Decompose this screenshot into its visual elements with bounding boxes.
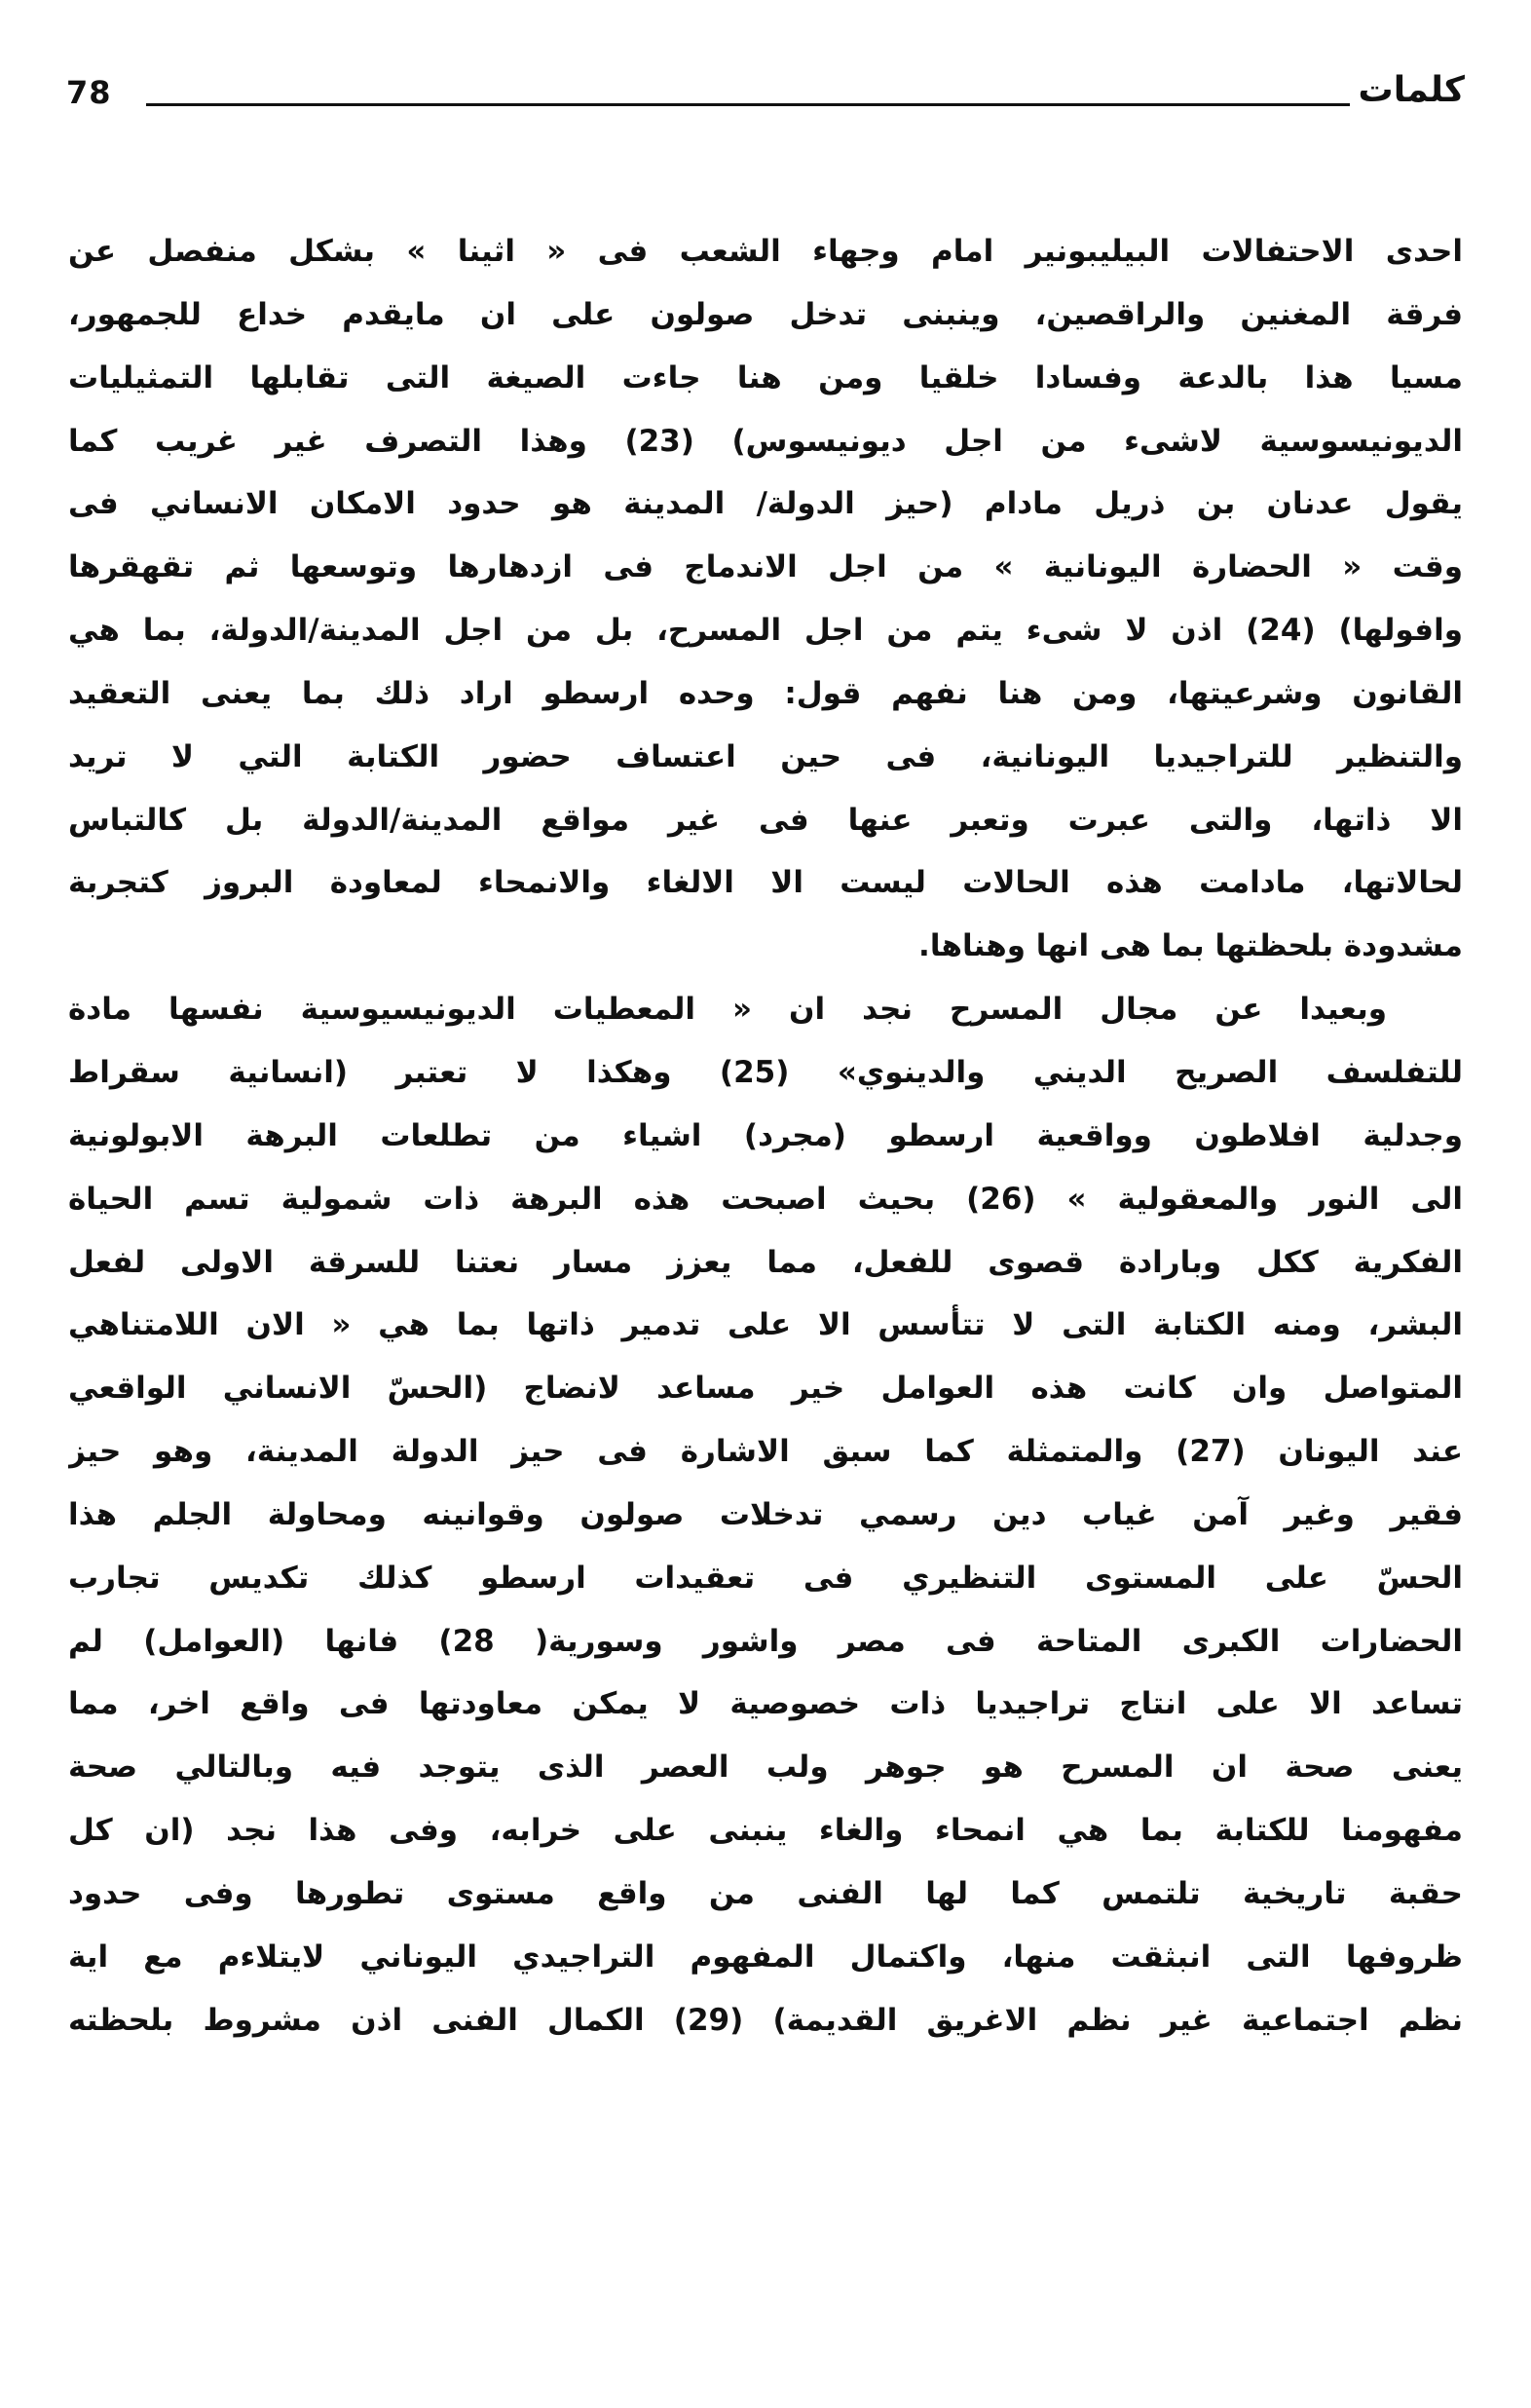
text-line: الحسّ على المستوى التنظيري فى تعقيدات ارسطو كذلك تكديس تجارب bbox=[68, 1560, 1463, 1596]
text-line: يقول عدنان بن ذريل مادام (حيز الدولة/ المدينة هو حدود الامكان الانساني فى bbox=[68, 486, 1463, 522]
text-line: لحالاتها، مادامت هذه الحالات ليست الا الالغاء والانمحاء لمعاودة البروز كتجربة bbox=[68, 865, 1463, 901]
text-line: فرقة المغنين والراقصين، وينبنى تدخل صولون على ان مايقدم خداع للجمهور، bbox=[68, 296, 1463, 332]
text-line: للتفلسف الصريح الديني والدينوي» (25) وهكذا لا تعتبر (انسانية سقراط bbox=[68, 1054, 1463, 1090]
paragraph-first-line: وبعيدا عن مجال المسرح نجد ان « المعطيات الديونيسيوسية نفسها مادة bbox=[68, 992, 1387, 1028]
text-line: المتواصل وان كانت هذه العوامل خير مساعد لانضاج (الحسّ الانساني الواقعي bbox=[68, 1371, 1463, 1407]
body-text bbox=[68, 220, 1463, 2051]
running-title: كلمات bbox=[1358, 70, 1465, 110]
text-line: الى النور والمعقولية » (26) بحيث اصبحت هذه البرهة ذات شمولية تسم الحياة bbox=[68, 1181, 1463, 1217]
text-line: وافولها) (24) اذن لا شىء يتم من اجل المسرح، بل من اجل المدينة/الدولة، بما هي bbox=[68, 613, 1463, 649]
text-line: فقير وغير آمن غياب دين رسمي تدخلات صولون وقوانينه ومحاولة الجلم هذا bbox=[68, 1496, 1463, 1532]
text-line: يعنى صحة ان المسرح هو جوهر ولب العصر الذى يتوجد فيه وبالتالي صحة bbox=[68, 1750, 1463, 1786]
text-line: عند اليونان (27) والمتمثلة كما سبق الاشارة فى حيز الدولة المدينة، وهو حيز bbox=[68, 1434, 1463, 1470]
text-line: ظروفها التى انبثقت منها، واكتمال المفهوم التراجيدي اليوناني لايتلاءم مع اية bbox=[68, 1938, 1463, 1975]
text-line: الحضارات الكبرى المتاحة فى مصر واشور وسورية( 28) فانها (العوامل) لم bbox=[68, 1623, 1463, 1659]
text-line: القانون وشرعيتها، ومن هنا نفهم قول: وحده ارسطو اراد ذلك بما يعنى التعقيد bbox=[68, 675, 1463, 711]
text-line: الا ذاتها، والتى عبرت وتعبر عنها فى غير مواقع المدينة/الدولة بل كالتباس bbox=[68, 802, 1463, 838]
header-rule bbox=[146, 103, 1350, 106]
text-line: الديونيسوسية لاشىء من اجل ديونيسوس) (23) وهذا التصرف غير غريب كما bbox=[68, 423, 1463, 459]
text-line: وجدلية افلاطون وواقعية ارسطو (مجرد) اشياء من تطلعات البرهة الابولونية bbox=[68, 1117, 1463, 1153]
text-line: تساعد الا على انتاج تراجيديا ذات خصوصية لا يمكن معاودتها فى واقع اخر، مما bbox=[68, 1686, 1463, 1722]
page-number: 78 bbox=[66, 74, 112, 111]
text-line: مسيا هذا بالدعة وفسادا خلقيا ومن هنا جاءت الصيغة التى تقابلها التمثيليات bbox=[68, 359, 1463, 395]
text-line: والتنظير للتراجيديا اليونانية، فى حين اعتساف حضور الكتابة التي لا تريد bbox=[68, 738, 1463, 774]
text-line: حقبة تاريخية تلتمس كما لها الفنى من واقع مستوى تطورها وفى حدود bbox=[68, 1875, 1463, 1911]
text-line: الفكرية ككل وبارادة قصوى للفعل، مما يعزز مسار نعتنا للسرقة الاولى لفعل bbox=[68, 1244, 1463, 1280]
text-line: وقت « الحضارة اليونانية » من اجل الاندماج فى ازدهارها وتوسعها ثم تقهقرها bbox=[68, 549, 1463, 585]
text-line: احدى الاحتفالات البيليبونير امام وجهاء الشعب فى « اثينا » بشكل منفصل عن bbox=[68, 234, 1463, 269]
paragraph-last-line: مشدودة بلحظتها بما هى انها وهناها. bbox=[918, 928, 1463, 964]
text-line: البشر، ومنه الكتابة التى لا تتأسس الا على تدمير ذاتها بما هي « الان اللامتناهي bbox=[68, 1307, 1463, 1343]
text-line: نظم اجتماعية غير نظم الاغريق القديمة) (29) الكمال الفنى اذن مشروط بلحظته bbox=[68, 2002, 1463, 2038]
page-header bbox=[66, 68, 1465, 127]
text-line: مفهومنا للكتابة بما هي انمحاء والغاء ينبنى على خرابه، وفى هذا نجد (ان كل bbox=[68, 1813, 1463, 1849]
